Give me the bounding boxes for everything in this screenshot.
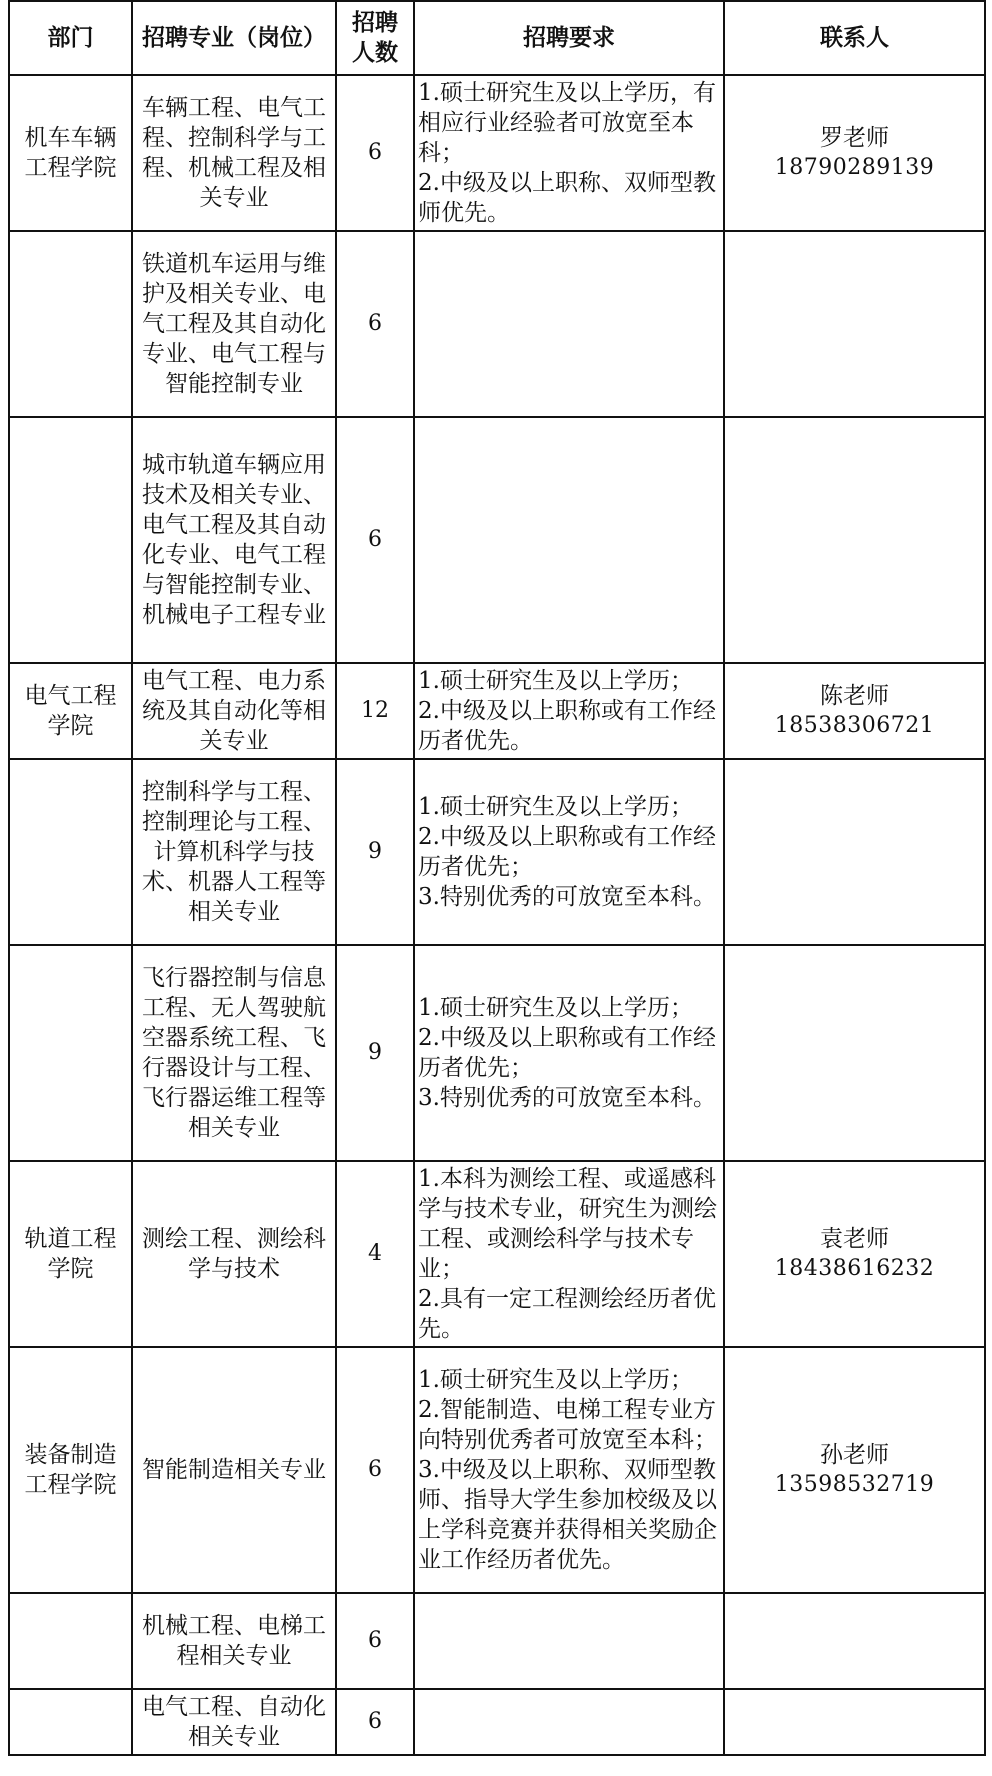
dept-cell: 装备制造工程学院 [9, 1347, 132, 1593]
requirement-item: 1.硕士研究生及以上学历，有相应行业经验者可放宽至本科； [418, 80, 716, 166]
requirement-item: 2.中级及以上职称或有工作经历者优先。 [418, 698, 716, 754]
contact-phone: 18790289139 [774, 155, 935, 180]
count-cell: 6 [336, 1593, 414, 1689]
dept-cell: 电气工程学院 [9, 663, 132, 759]
dept-cell: 轨道工程学院 [9, 1161, 132, 1347]
major-cell: 电气工程、电力系统及其自动化等相关专业 [132, 663, 336, 759]
count-cell: 6 [336, 1347, 414, 1593]
count-cell: 6 [336, 231, 414, 417]
requirement-item: 1.硕士研究生及以上学历； [418, 995, 693, 1021]
requirement-item: 1.硕士研究生及以上学历； [418, 1367, 693, 1393]
requirement-item: 2.中级及以上职称、双师型教师优先。 [418, 170, 716, 226]
major-cell: 铁道机车运用与维护及相关专业、电气工程及其自动化专业、电气工程与智能控制专业 [132, 231, 336, 417]
table-row [9, 417, 985, 663]
contact-cell [724, 1689, 985, 1755]
header-row [9, 1, 985, 75]
table-row [9, 1593, 985, 1689]
requirement-item: 2.中级及以上职称或有工作经历者优先； [418, 824, 716, 880]
header-requirements: 招聘要求 [414, 1, 724, 75]
dept-cell [9, 417, 132, 663]
requirement-item: 2.具有一定工程测绘经历者优先。 [418, 1286, 716, 1342]
requirements-cell [414, 759, 724, 945]
count-cell: 4 [336, 1161, 414, 1347]
contact-phone: 18538306721 [774, 713, 935, 738]
table-row [9, 759, 985, 945]
table-row [9, 945, 985, 1161]
contact-cell [724, 759, 985, 945]
major-cell: 智能制造相关专业 [132, 1347, 336, 1593]
requirements-cell [414, 1161, 724, 1347]
dept-cell [9, 231, 132, 417]
count-cell: 6 [336, 1689, 414, 1755]
count-cell: 6 [336, 417, 414, 663]
major-cell: 城市轨道车辆应用技术及相关专业、电气工程及其自动化专业、电气工程与智能控制专业、机械电子工程专业 [132, 417, 336, 663]
major-cell: 车辆工程、电气工程、控制科学与工程、机械工程及相关专业 [132, 75, 336, 231]
count-cell: 12 [336, 663, 414, 759]
count-cell: 9 [336, 945, 414, 1161]
contact-cell [724, 231, 985, 417]
requirement-item: 2.中级及以上职称或有工作经历者优先； [418, 1025, 716, 1081]
requirement-item: 2.智能制造、电梯工程专业方向特别优秀者可放宽至本科； [418, 1397, 717, 1453]
contact-cell [724, 75, 985, 231]
recruitment-table [8, 0, 986, 1756]
header-contact: 联系人 [724, 1, 985, 75]
count-cell: 9 [336, 759, 414, 945]
table-row [9, 663, 985, 759]
requirements-cell [414, 1689, 724, 1755]
table-row [9, 1689, 985, 1755]
requirement-item: 3.特别优秀的可放宽至本科。 [418, 1085, 716, 1111]
major-cell: 飞行器控制与信息工程、无人驾驶航空器系统工程、飞行器设计与工程、飞行器运维工程等相关专业 [132, 945, 336, 1161]
count-cell: 6 [336, 75, 414, 231]
contact-cell [724, 1347, 985, 1593]
recruitment-table-container [8, 0, 984, 1756]
contact-cell [724, 1161, 985, 1347]
requirements-cell [414, 945, 724, 1161]
dept-cell [9, 1593, 132, 1689]
requirement-item: 1.硕士研究生及以上学历； [418, 794, 693, 820]
table-row [9, 75, 985, 231]
table-row [9, 1347, 985, 1593]
contact-phone: 13598532719 [774, 1472, 935, 1497]
requirements-cell [414, 75, 724, 231]
contact-name: 罗老师 [820, 125, 889, 151]
dept-cell: 机车车辆工程学院 [9, 75, 132, 231]
header-count: 招聘人数 [336, 1, 414, 75]
contact-phone: 18438616232 [774, 1256, 935, 1281]
requirements-cell [414, 1347, 724, 1593]
major-cell: 控制科学与工程、控制理论与工程、计算机科学与技术、机器人工程等相关专业 [132, 759, 336, 945]
table-row [9, 231, 985, 417]
contact-cell [724, 663, 985, 759]
table-body [9, 75, 985, 1755]
contact-cell [724, 945, 985, 1161]
contact-name: 袁老师 [820, 1226, 889, 1252]
major-cell: 机械工程、电梯工程相关专业 [132, 1593, 336, 1689]
contact-cell [724, 1593, 985, 1689]
requirements-cell [414, 417, 724, 663]
contact-name: 孙老师 [820, 1442, 889, 1468]
dept-cell [9, 1689, 132, 1755]
requirements-cell [414, 663, 724, 759]
dept-cell [9, 759, 132, 945]
requirement-item: 1.本科为测绘工程、或遥感科学与技术专业，研究生为测绘工程、或测绘科学与技术专业； [418, 1166, 717, 1282]
requirement-item: 1.硕士研究生及以上学历； [418, 668, 693, 694]
requirements-cell [414, 231, 724, 417]
table-row [9, 1161, 985, 1347]
contact-name: 陈老师 [820, 683, 889, 709]
contact-cell [724, 417, 985, 663]
dept-cell [9, 945, 132, 1161]
header-dept: 部门 [9, 1, 132, 75]
requirements-cell [414, 1593, 724, 1689]
requirement-item: 3.中级及以上职称、双师型教师、指导大学生参加校级及以上学科竞赛并获得相关奖励企业工作经历者优先。 [418, 1457, 717, 1573]
major-cell: 电气工程、自动化相关专业 [132, 1689, 336, 1755]
header-major: 招聘专业（岗位） [132, 1, 336, 75]
major-cell: 测绘工程、测绘科学与技术 [132, 1161, 336, 1347]
requirement-item: 3.特别优秀的可放宽至本科。 [418, 884, 716, 910]
